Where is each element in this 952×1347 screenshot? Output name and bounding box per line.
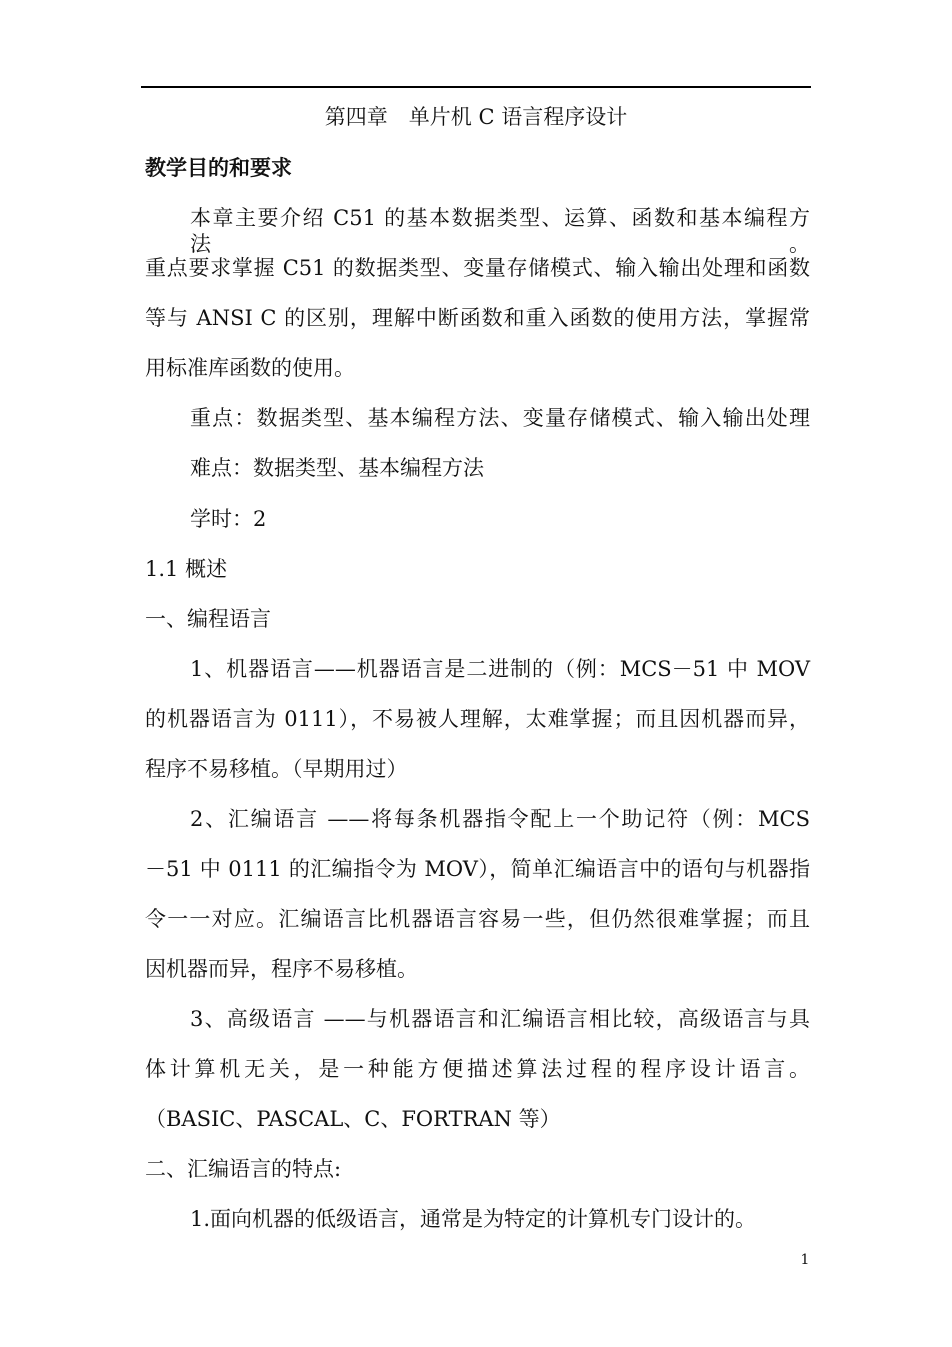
item2-line-1: 2、汇编语言 ——将每条机器指令配上一个助记符（例：MCS	[190, 807, 810, 831]
item3-line-1: 3、高级语言 ——与机器语言和汇编语言相比较，高级语言与具	[190, 1007, 810, 1031]
sub2-item1: 1.面向机器的低级语言，通常是为特定的计算机专门设计的。	[190, 1207, 757, 1231]
key-points: 重点：数据类型、基本编程方法、变量存储模式、输入输出处理	[190, 406, 810, 430]
item3-line-2: 体计算机无关，是一种能方便描述算法过程的程序设计语言。	[145, 1057, 810, 1081]
item1-line-2: 的机器语言为 0111），不易被人理解，太难掌握；而且因机器而异，	[145, 707, 810, 731]
section-1-1-heading: 1.1 概述	[145, 557, 228, 581]
intro-line-3: 等与 ANSI C 的区别，理解中断函数和重入函数的使用方法，掌握常	[145, 306, 810, 330]
chapter-title: 第四章 单片机 C 语言程序设计	[324, 105, 628, 129]
item2-line-2: －51 中 0111 的汇编指令为 MOV），简单汇编语言中的语句与机器指	[145, 857, 810, 881]
subsection-1-heading: 一、编程语言	[145, 607, 271, 631]
intro-line-1: 本章主要介绍 C51 的基本数据类型、运算、函数和基本编程方法。	[190, 206, 810, 256]
item2-line-3: 令一一对应。汇编语言比机器语言容易一些，但仍然很难掌握；而且	[145, 907, 810, 931]
item2-line-4: 因机器而异，程序不易移植。	[145, 957, 418, 981]
intro-line-4: 用标准库函数的使用。	[145, 356, 355, 380]
intro-line-2: 重点要求掌握 C51 的数据类型、变量存储模式、输入输出处理和函数	[145, 256, 810, 280]
study-hours: 学时：2	[190, 507, 267, 531]
item3-line-3: （BASIC、PASCAL、C、FORTRAN 等）	[145, 1107, 561, 1131]
difficulties: 难点：数据类型、基本编程方法	[190, 456, 484, 480]
page-number: 1	[800, 1252, 810, 1268]
item1-line-1: 1、机器语言——机器语言是二进制的（例：MCS－51 中 MOV	[190, 657, 810, 681]
subsection-2-heading: 二、汇编语言的特点:	[145, 1157, 342, 1181]
section-heading: 教学目的和要求	[145, 155, 292, 180]
header-rule	[141, 86, 811, 88]
item1-line-3: 程序不易移植。（早期用过）	[145, 757, 408, 781]
